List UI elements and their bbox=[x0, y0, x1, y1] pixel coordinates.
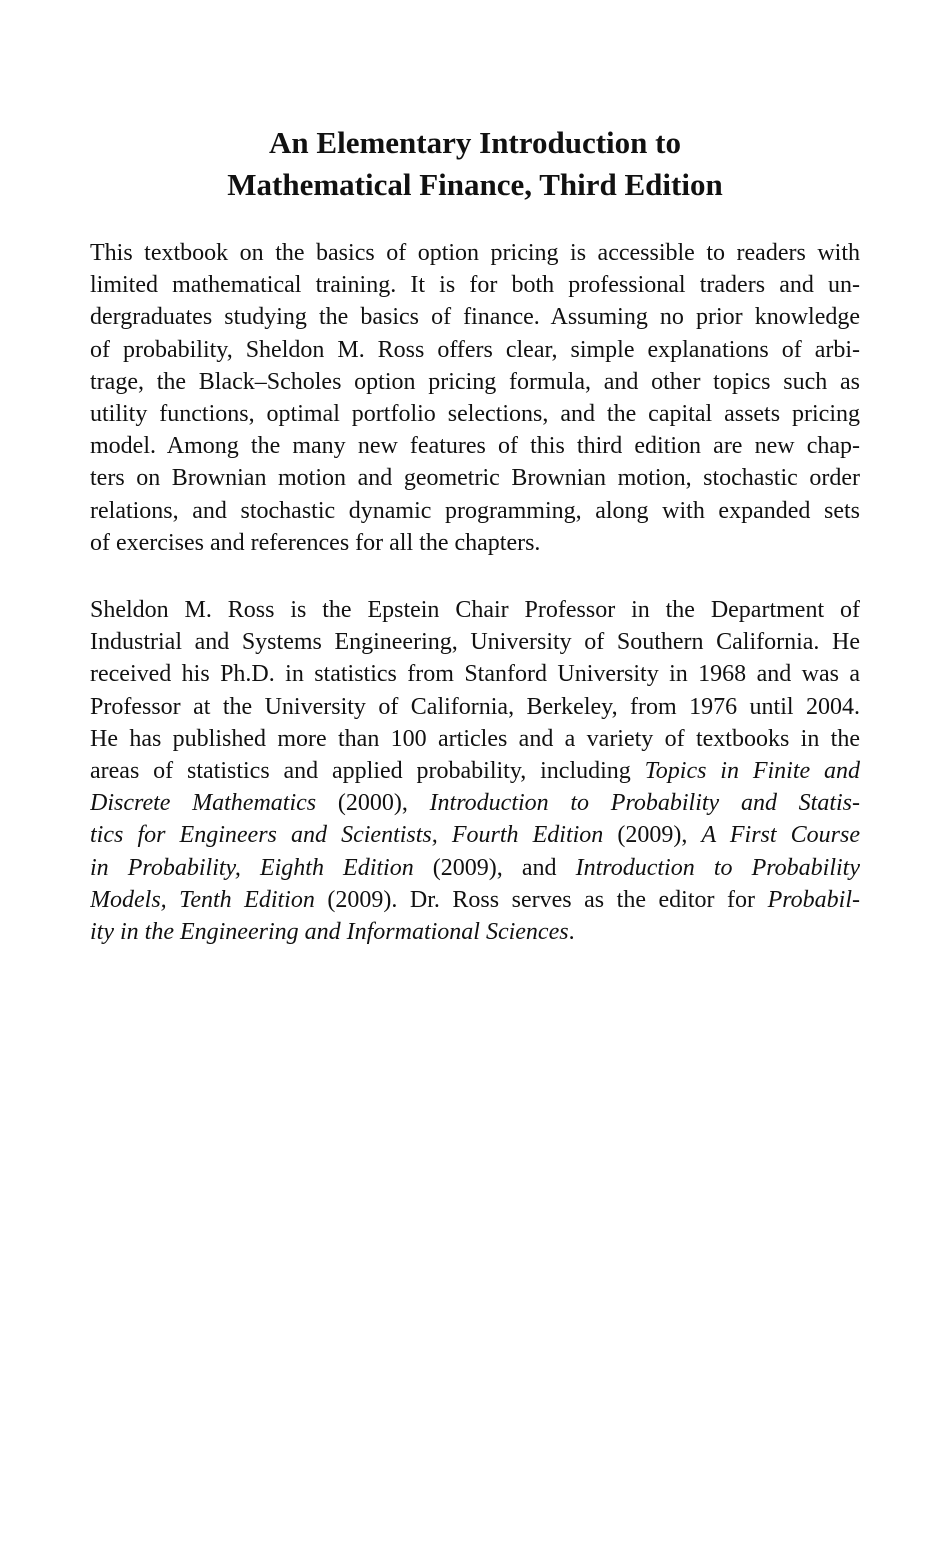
body-text: dergraduates studying the basics of finance. Assuming no prior knowledge bbox=[90, 304, 860, 331]
body-text: limited mathematical training. It is for both professional traders and un- bbox=[90, 272, 860, 299]
body-text: (2000), bbox=[316, 790, 430, 817]
text-line bbox=[90, 723, 860, 755]
book-title-line-2: Mathematical Finance, Third Edition bbox=[227, 167, 723, 202]
italic-title-text: Discrete Mathematics bbox=[90, 790, 317, 817]
body-text: (2009), and bbox=[413, 854, 576, 881]
body-text: areas of statistics and applied probability, including bbox=[90, 757, 645, 784]
text-line bbox=[90, 787, 860, 819]
italic-title-text: Introduction to Probability and Statis- bbox=[429, 790, 860, 817]
body-text: Industrial and Systems Engineering, University of Southern California. He bbox=[90, 629, 860, 656]
body-text: Professor at the University of California, Berkeley, from 1976 until 2004. bbox=[90, 693, 860, 720]
text-line bbox=[90, 884, 860, 916]
text-line bbox=[90, 755, 860, 787]
body-text: (2009), bbox=[603, 822, 702, 849]
text-line bbox=[90, 495, 860, 527]
text-line bbox=[90, 398, 860, 430]
body-text: model. Among the many new features of this third edition are new chap- bbox=[90, 433, 860, 460]
italic-title-text: Introduction to Probability bbox=[575, 854, 860, 881]
text-line bbox=[90, 658, 860, 690]
body-text: of exercises and references for all the chapters. bbox=[90, 529, 541, 556]
body-text: utility functions, optimal portfolio selections, and the capital assets pricing bbox=[90, 400, 860, 427]
italic-title-text: A First Course bbox=[701, 822, 860, 849]
text-line bbox=[90, 916, 860, 948]
italic-title-text: Topics in Finite and bbox=[644, 757, 860, 784]
italic-title-text: Models, Tenth Edition bbox=[90, 886, 315, 913]
author-bio-paragraph bbox=[90, 594, 860, 948]
body-text: ters on Brownian motion and geometric Brownian motion, stochastic order bbox=[90, 465, 860, 492]
body-text: received his Ph.D. in statistics from Stanford University in 1968 and was a bbox=[90, 661, 860, 688]
text-line bbox=[90, 819, 860, 851]
text-line bbox=[90, 334, 860, 366]
body-text: He has published more than 100 articles and a variety of textbooks in the bbox=[90, 725, 860, 752]
italic-title-text: tics for Engineers and Scientists, Fourth Edition bbox=[90, 822, 604, 849]
body-text: This textbook on the basics of option pricing is accessible to readers with bbox=[90, 240, 860, 266]
text-line bbox=[90, 269, 860, 301]
text-line bbox=[90, 852, 860, 884]
text-line bbox=[90, 301, 860, 333]
text-line bbox=[90, 594, 860, 626]
text-line bbox=[90, 366, 860, 398]
text-line bbox=[90, 527, 860, 559]
text-line bbox=[90, 626, 860, 658]
body-text: . bbox=[568, 918, 575, 945]
body-text: trage, the Black–Scholes option pricing formula, and other topics such as bbox=[90, 368, 860, 395]
book-title bbox=[0, 122, 950, 206]
body-text: (2009). Dr. Ross serves as the editor for bbox=[314, 886, 768, 913]
italic-title-text: in Probability, Eighth Edition bbox=[90, 854, 414, 881]
text-line bbox=[90, 462, 860, 494]
text-line bbox=[90, 691, 860, 723]
book-title-line-1: An Elementary Introduction to bbox=[269, 125, 681, 160]
body-text: of probability, Sheldon M. Ross offers clear, simple explanations of arbi- bbox=[90, 336, 860, 363]
description-paragraph bbox=[90, 237, 860, 559]
body-text: Sheldon M. Ross is the Epstein Chair Professor in the Department of bbox=[90, 597, 860, 623]
italic-title-text: ity in the Engineering and Informational Sciences bbox=[90, 918, 569, 945]
text-line bbox=[90, 430, 860, 462]
italic-title-text: Probabil- bbox=[767, 886, 860, 913]
text-line bbox=[90, 237, 860, 269]
body-text: relations, and stochastic dynamic programming, along with expanded sets bbox=[90, 497, 860, 524]
